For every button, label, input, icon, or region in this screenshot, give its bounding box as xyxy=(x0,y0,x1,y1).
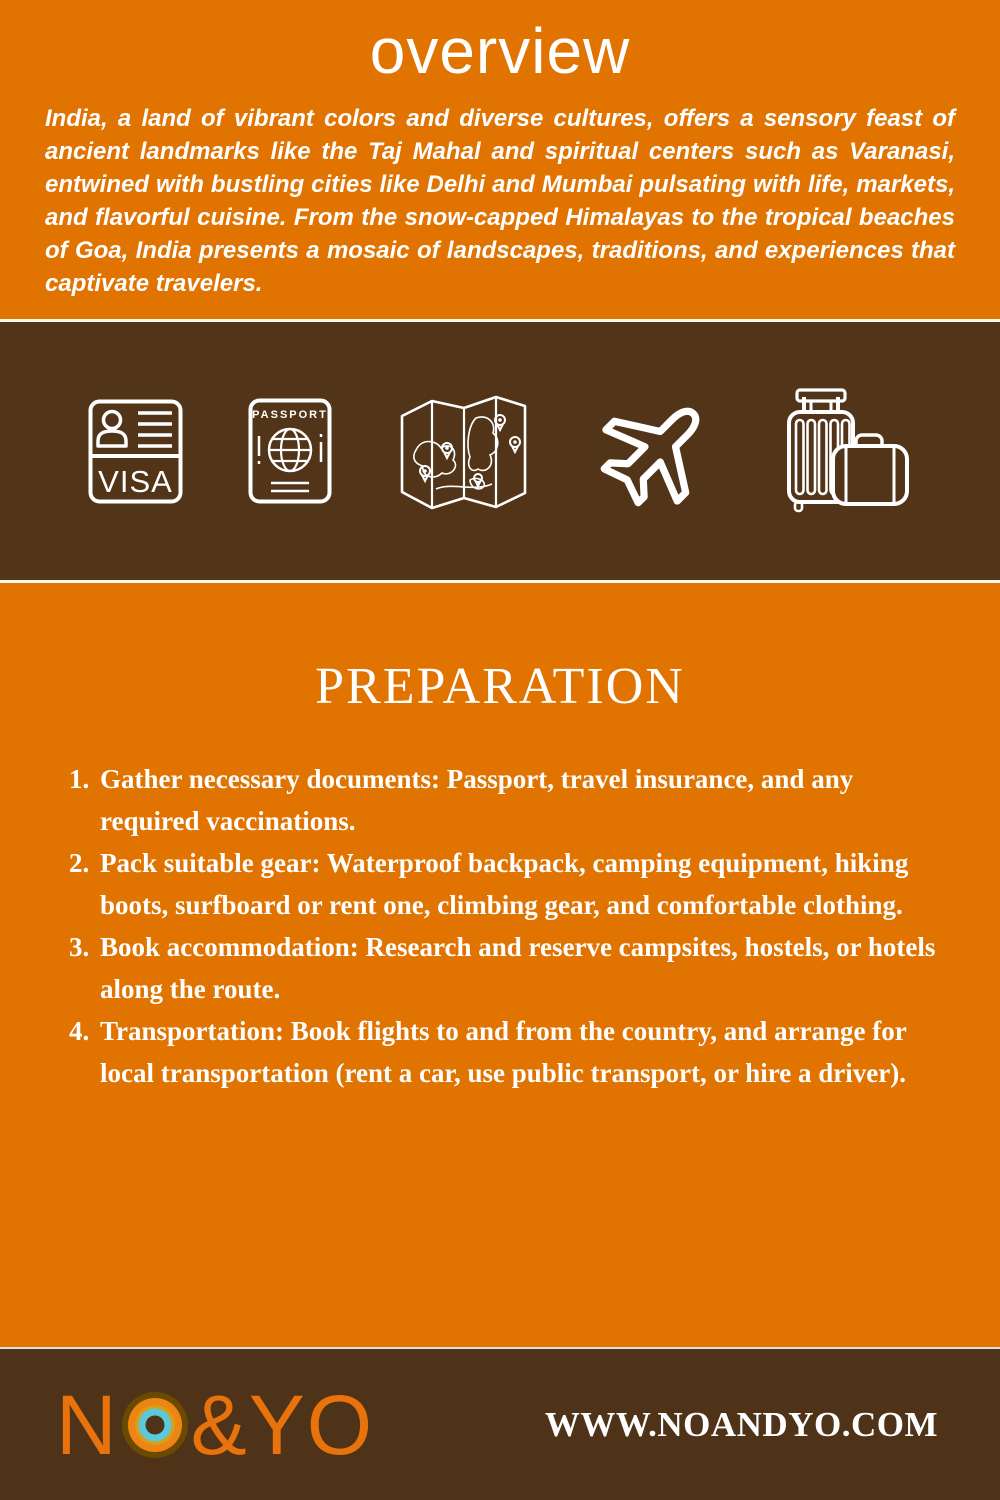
passport-label: PASSPORT xyxy=(251,409,328,421)
passport-icon xyxy=(248,398,332,504)
preparation-list-item: 2. Pack suitable gear: Waterproof backpack, camping equipment, hiking boots, surfboard or rent one, climbing gear, and comfortable clothing. xyxy=(96,842,950,926)
preparation-list-item: 1. Gather necessary documents: Passport, travel insurance, and any required vaccinations. xyxy=(96,758,950,842)
website-url: WWW.NOANDYO.COM xyxy=(544,1404,938,1444)
logo-target-circle-icon xyxy=(121,1391,189,1459)
preparation-list-item: 4. Transportation: Book flights to and from the country, and arrange for local transportation (rent a car, use public transport, or hire a driver). xyxy=(96,1010,950,1094)
luggage-icon xyxy=(780,385,912,517)
preparation-list xyxy=(0,758,950,1094)
overview-paragraph: India, a land of vibrant colors and diverse cultures, offers a sensory feast of ancient landmarks like the Taj Mahal and spiritual centers such as Varanasi, entwined with bustling cities like Delhi and Mumbai pulsating with life, markets, and flavorful cuisine. From the snow-capped Himalayas to the tropical beaches of Goa, India presents a mosaic of landscapes, traditions, and experiences that captivate travelers. xyxy=(45,105,955,297)
preparation-title: PREPARATION xyxy=(315,658,685,715)
visa-card-icon xyxy=(88,399,183,504)
overview-title: overview xyxy=(369,15,631,87)
brand-logo xyxy=(56,1377,375,1472)
overview-section xyxy=(0,0,1000,319)
preparation-list-item: 3. Book accommodation: Research and reserve campsites, hostels, or hotels along the route. xyxy=(96,926,950,1010)
map-pin-icon xyxy=(474,474,482,486)
logo-letter-n: N xyxy=(56,1377,119,1472)
travel-map-icon xyxy=(396,388,531,515)
footer xyxy=(0,1347,1000,1500)
preparation-section xyxy=(0,583,1000,1347)
logo-letters-and-yo: &YO xyxy=(190,1377,375,1472)
travel-icons-strip xyxy=(0,319,1000,583)
airplane-icon xyxy=(596,391,716,511)
map-pin-icon xyxy=(510,437,520,452)
visa-label: VISA xyxy=(98,463,173,499)
